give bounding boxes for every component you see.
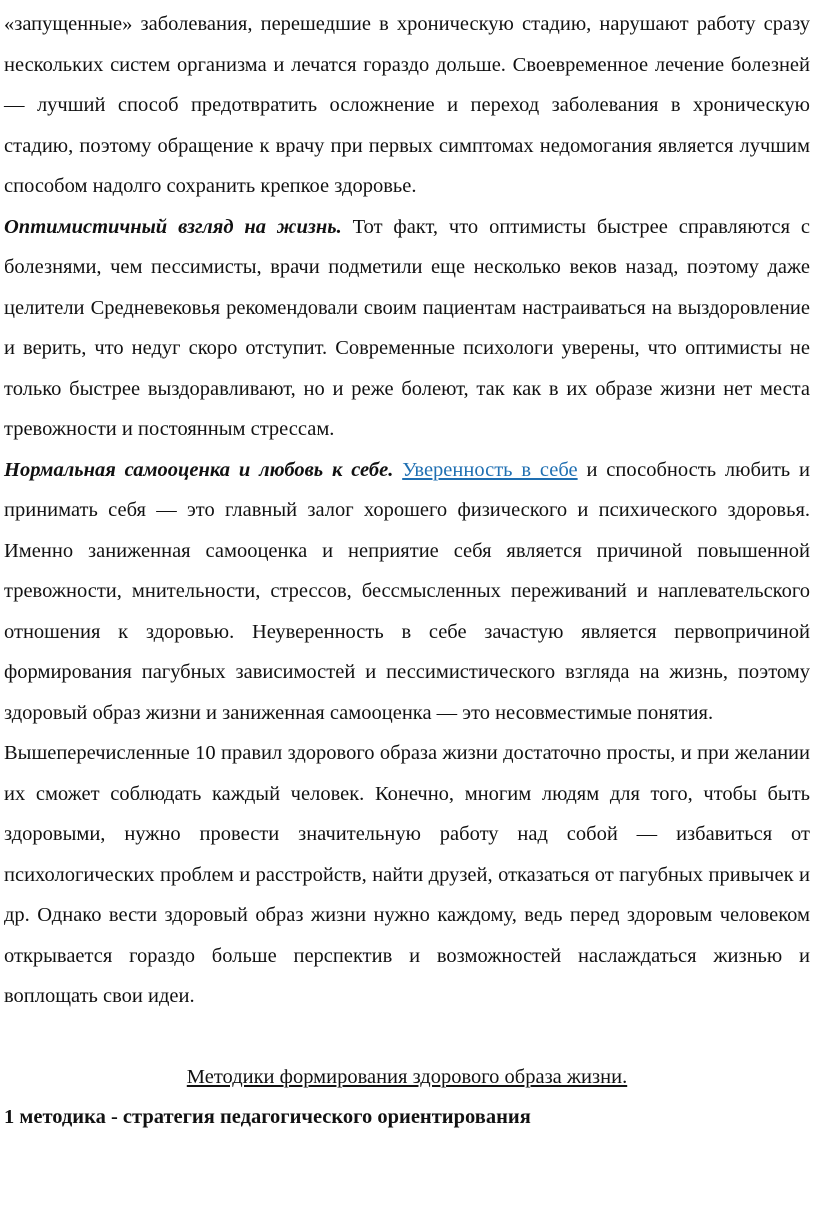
paragraph-self-esteem bbox=[4, 450, 810, 734]
self-confidence-link[interactable]: Уверенность в себе bbox=[402, 458, 578, 481]
paragraph-optimism-text: Тот факт, что оптимисты быстрее справляются с болезнями, чем пессимисты, врачи подметили еще несколько веков назад, поэтому даже целители Средневековья рекомендовали своим пациентам настраиваться на выздоровление и верить, что недуг скоро отступит. Современные психологи уверены, что оптимисты не только быстрее выздоравливают, но и реже болеют, так как в их образе жизни нет места тревожности и постоянным стрессам. bbox=[4, 215, 810, 440]
section-heading: Методики формирования здорового образа жизни. bbox=[186, 1065, 628, 1088]
paragraph-conclusion: Вышеперечисленные 10 правил здорового образа жизни достаточно просты, и при желании их сможет соблюдать каждый человек. Конечно, многим людям для того, чтобы быть здоровыми, нужно провести значительную работу над собой — избавиться от психологических проблем и расстройств, найти друзей, отказаться от пагубных привычек и др. Однако вести здоровый образ жизни нужно каждому, ведь перед здоровым человеком открывается гораздо больше перспектив и возможностей наслаждаться жизнью и воплощать свои идеи. bbox=[4, 742, 810, 1007]
paragraph-self-esteem-gap bbox=[393, 459, 402, 481]
paragraph-chronic-diseases: «запущенные» заболевания, перешедшие в хроническую стадию, нарушают работу сразу нескольких систем организма и лечатся гораздо дольше. Своевременное лечение болезней — лучший способ предотвратить осложнение и переход заболевания в хроническую стадию, поэтому обращение к врачу при первых симптомах недомогания является лучшим способом надолго сохранить крепкое здоровье. bbox=[4, 13, 810, 197]
method-1-title: 1 методика - стратегия педагогического ориентирования bbox=[4, 1106, 531, 1128]
paragraph-optimism-lead: Оптимистичный взгляд на жизнь. bbox=[4, 215, 342, 238]
paragraph-self-esteem-text: и способность любить и принимать себя — это главный залог хорошего физического и психического здоровья. Именно заниженная самооценка и неприятие себя является причиной повышенной тревожности, мнительности, стрессов, бессмысленных переживаний и наплевательского отношения к здоровью. Неуверенность в себе зачастую является первопричиной формирования пагубных зависимостей и пессимистического взгляда на жизнь, поэтому здоровый образ жизни и заниженная самооценка — это несовместимые понятия. bbox=[4, 458, 810, 724]
paragraph-optimism bbox=[4, 207, 810, 450]
paragraph-self-esteem-lead: Нормальная самооценка и любовь к себе. bbox=[4, 458, 394, 481]
